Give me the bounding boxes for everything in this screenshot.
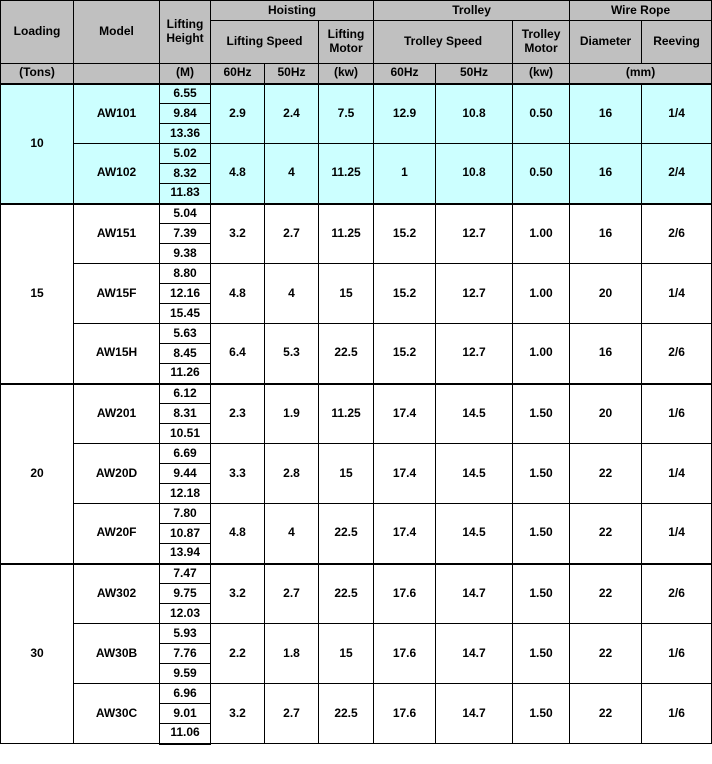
trolley-speed-60hz-cell: 17.4 (374, 444, 436, 504)
header-trolley: Trolley (374, 1, 570, 21)
lifting-motor-cell: 11.25 (319, 384, 374, 444)
model-cell: AW20D (74, 444, 160, 504)
trolley-speed-50hz-cell: 12.7 (436, 264, 513, 324)
unit-lift-60hz: 60Hz (211, 64, 265, 84)
table-row (1, 84, 712, 104)
unit-lift-50hz: 50Hz (265, 64, 319, 84)
lifting-height-cell: 5.63 (160, 324, 211, 344)
lifting-height-cell: 6.69 (160, 444, 211, 464)
lifting-motor-cell: 7.5 (319, 84, 374, 144)
header-wire-rope: Wire Rope (570, 1, 712, 21)
reeving-cell: 2/4 (642, 144, 712, 204)
lifting-motor-cell: 22.5 (319, 504, 374, 564)
lifting-height-cell: 13.36 (160, 124, 211, 144)
lift-speed-50hz-cell: 4 (265, 504, 319, 564)
header-trolley-speed: Trolley Speed (374, 21, 513, 64)
trolley-speed-60hz-cell: 1 (374, 144, 436, 204)
diameter-cell: 20 (570, 384, 642, 444)
lifting-height-cell: 7.80 (160, 504, 211, 524)
lifting-height-cell: 13.94 (160, 544, 211, 564)
trolley-speed-50hz-cell: 14.7 (436, 564, 513, 624)
reeving-cell: 1/4 (642, 84, 712, 144)
trolley-motor-cell: 1.00 (513, 324, 570, 384)
trolley-speed-50hz-cell: 14.7 (436, 684, 513, 744)
trolley-speed-50hz-cell: 10.8 (436, 144, 513, 204)
reeving-cell: 2/6 (642, 564, 712, 624)
trolley-motor-cell: 1.00 (513, 264, 570, 324)
lift-speed-50hz-cell: 4 (265, 264, 319, 324)
lifting-height-cell: 5.93 (160, 624, 211, 644)
loading-cell: 20 (1, 384, 74, 564)
lifting-height-cell: 7.39 (160, 224, 211, 244)
table-row (1, 264, 712, 284)
lifting-motor-cell: 11.25 (319, 204, 374, 264)
lifting-height-cell: 9.44 (160, 464, 211, 484)
trolley-speed-50hz-cell: 14.5 (436, 504, 513, 564)
model-cell: AW15H (74, 324, 160, 384)
trolley-speed-50hz-cell: 10.8 (436, 84, 513, 144)
reeving-cell: 1/6 (642, 624, 712, 684)
reeving-cell: 1/4 (642, 444, 712, 504)
diameter-cell: 16 (570, 324, 642, 384)
diameter-cell: 16 (570, 204, 642, 264)
lifting-height-cell: 6.55 (160, 84, 211, 104)
header-lifting-speed: Lifting Speed (211, 21, 319, 64)
lifting-height-cell: 8.32 (160, 164, 211, 184)
lift-speed-60hz-cell: 3.2 (211, 204, 265, 264)
unit-mm: (mm) (570, 64, 712, 84)
unit-model-blank (74, 64, 160, 84)
lift-speed-60hz-cell: 3.2 (211, 684, 265, 744)
lifting-height-cell: 11.26 (160, 364, 211, 384)
trolley-speed-60hz-cell: 12.9 (374, 84, 436, 144)
lift-speed-60hz-cell: 6.4 (211, 324, 265, 384)
trolley-speed-60hz-cell: 15.2 (374, 204, 436, 264)
lifting-height-cell: 9.84 (160, 104, 211, 124)
lifting-height-cell: 7.47 (160, 564, 211, 584)
unit-m: (M) (160, 64, 211, 84)
table-row (1, 144, 712, 164)
lifting-motor-cell: 22.5 (319, 564, 374, 624)
header-loading: Loading (1, 1, 74, 64)
unit-lift-kw: (kw) (319, 64, 374, 84)
loading-cell: 30 (1, 564, 74, 744)
lift-speed-50hz-cell: 2.7 (265, 684, 319, 744)
lift-speed-50hz-cell: 1.9 (265, 384, 319, 444)
trolley-speed-50hz-cell: 14.7 (436, 624, 513, 684)
trolley-speed-50hz-cell: 12.7 (436, 324, 513, 384)
trolley-motor-cell: 1.50 (513, 504, 570, 564)
table-row (1, 384, 712, 404)
table-row (1, 684, 712, 704)
lifting-height-cell: 9.75 (160, 584, 211, 604)
header-lifting-height: Lifting Height (160, 1, 211, 64)
reeving-cell: 2/6 (642, 204, 712, 264)
lifting-height-cell: 8.80 (160, 264, 211, 284)
header-trolley-motor: Trolley Motor (513, 21, 570, 64)
trolley-speed-60hz-cell: 17.6 (374, 624, 436, 684)
lift-speed-60hz-cell: 2.2 (211, 624, 265, 684)
lift-speed-60hz-cell: 2.9 (211, 84, 265, 144)
diameter-cell: 16 (570, 84, 642, 144)
unit-trolley-kw: (kw) (513, 64, 570, 84)
trolley-speed-60hz-cell: 17.6 (374, 684, 436, 744)
lift-speed-60hz-cell: 2.3 (211, 384, 265, 444)
header-model: Model (74, 1, 160, 64)
table-row (1, 204, 712, 224)
table-row (1, 324, 712, 344)
spec-body (1, 84, 712, 744)
lifting-height-cell: 12.03 (160, 604, 211, 624)
header-reeving: Reeving (642, 21, 712, 64)
trolley-speed-50hz-cell: 12.7 (436, 204, 513, 264)
lifting-height-cell: 9.38 (160, 244, 211, 264)
trolley-speed-50hz-cell: 14.5 (436, 444, 513, 504)
loading-cell: 15 (1, 204, 74, 384)
lifting-height-cell: 11.06 (160, 724, 211, 744)
model-cell: AW30B (74, 624, 160, 684)
trolley-motor-cell: 0.50 (513, 144, 570, 204)
reeving-cell: 1/6 (642, 684, 712, 744)
trolley-motor-cell: 1.00 (513, 204, 570, 264)
diameter-cell: 22 (570, 624, 642, 684)
reeving-cell: 1/6 (642, 384, 712, 444)
lift-speed-60hz-cell: 4.8 (211, 264, 265, 324)
header-hoisting: Hoisting (211, 1, 374, 21)
lift-speed-60hz-cell: 3.3 (211, 444, 265, 504)
trolley-motor-cell: 1.50 (513, 684, 570, 744)
lift-speed-50hz-cell: 2.7 (265, 204, 319, 264)
lifting-motor-cell: 11.25 (319, 144, 374, 204)
reeving-cell: 1/4 (642, 264, 712, 324)
model-cell: AW102 (74, 144, 160, 204)
lifting-motor-cell: 15 (319, 624, 374, 684)
lift-speed-50hz-cell: 2.8 (265, 444, 319, 504)
lifting-height-cell: 11.83 (160, 184, 211, 204)
trolley-speed-60hz-cell: 17.4 (374, 384, 436, 444)
model-cell: AW20F (74, 504, 160, 564)
model-cell: AW30C (74, 684, 160, 744)
lifting-height-cell: 5.04 (160, 204, 211, 224)
diameter-cell: 16 (570, 144, 642, 204)
diameter-cell: 20 (570, 264, 642, 324)
diameter-cell: 22 (570, 504, 642, 564)
loading-cell: 10 (1, 84, 74, 204)
lift-speed-60hz-cell: 4.8 (211, 504, 265, 564)
lift-speed-50hz-cell: 2.7 (265, 564, 319, 624)
unit-trolley-60hz: 60Hz (374, 64, 436, 84)
trolley-speed-60hz-cell: 15.2 (374, 324, 436, 384)
diameter-cell: 22 (570, 444, 642, 504)
lifting-height-cell: 5.02 (160, 144, 211, 164)
lifting-motor-cell: 15 (319, 264, 374, 324)
lifting-motor-cell: 15 (319, 444, 374, 504)
lifting-height-cell: 8.31 (160, 404, 211, 424)
lift-speed-50hz-cell: 5.3 (265, 324, 319, 384)
lifting-motor-cell: 22.5 (319, 684, 374, 744)
header-lifting-motor: Lifting Motor (319, 21, 374, 64)
trolley-speed-60hz-cell: 17.6 (374, 564, 436, 624)
table-row (1, 444, 712, 464)
table-row (1, 624, 712, 644)
lifting-motor-cell: 22.5 (319, 324, 374, 384)
trolley-speed-50hz-cell: 14.5 (436, 384, 513, 444)
table-row (1, 564, 712, 584)
lifting-height-cell: 12.16 (160, 284, 211, 304)
model-cell: AW151 (74, 204, 160, 264)
trolley-speed-60hz-cell: 15.2 (374, 264, 436, 324)
diameter-cell: 22 (570, 684, 642, 744)
lifting-height-cell: 6.12 (160, 384, 211, 404)
trolley-speed-60hz-cell: 17.4 (374, 504, 436, 564)
trolley-motor-cell: 1.50 (513, 384, 570, 444)
diameter-cell: 22 (570, 564, 642, 624)
lifting-height-cell: 8.45 (160, 344, 211, 364)
unit-tons: (Tons) (1, 64, 74, 84)
model-cell: AW101 (74, 84, 160, 144)
lifting-height-cell: 7.76 (160, 644, 211, 664)
lift-speed-50hz-cell: 4 (265, 144, 319, 204)
reeving-cell: 1/4 (642, 504, 712, 564)
lifting-height-cell: 10.51 (160, 424, 211, 444)
trolley-motor-cell: 1.50 (513, 564, 570, 624)
trolley-motor-cell: 1.50 (513, 444, 570, 504)
lifting-height-cell: 10.87 (160, 524, 211, 544)
header-diameter: Diameter (570, 21, 642, 64)
lifting-height-cell: 9.01 (160, 704, 211, 724)
model-cell: AW201 (74, 384, 160, 444)
trolley-motor-cell: 1.50 (513, 624, 570, 684)
table-row (1, 504, 712, 524)
lifting-height-cell: 6.96 (160, 684, 211, 704)
lifting-height-cell: 9.59 (160, 664, 211, 684)
unit-trolley-50hz: 50Hz (436, 64, 513, 84)
reeving-cell: 2/6 (642, 324, 712, 384)
lifting-height-cell: 15.45 (160, 304, 211, 324)
trolley-motor-cell: 0.50 (513, 84, 570, 144)
lift-speed-50hz-cell: 2.4 (265, 84, 319, 144)
model-cell: AW302 (74, 564, 160, 624)
model-cell: AW15F (74, 264, 160, 324)
lift-speed-60hz-cell: 4.8 (211, 144, 265, 204)
lift-speed-60hz-cell: 3.2 (211, 564, 265, 624)
lifting-height-cell: 12.18 (160, 484, 211, 504)
lift-speed-50hz-cell: 1.8 (265, 624, 319, 684)
